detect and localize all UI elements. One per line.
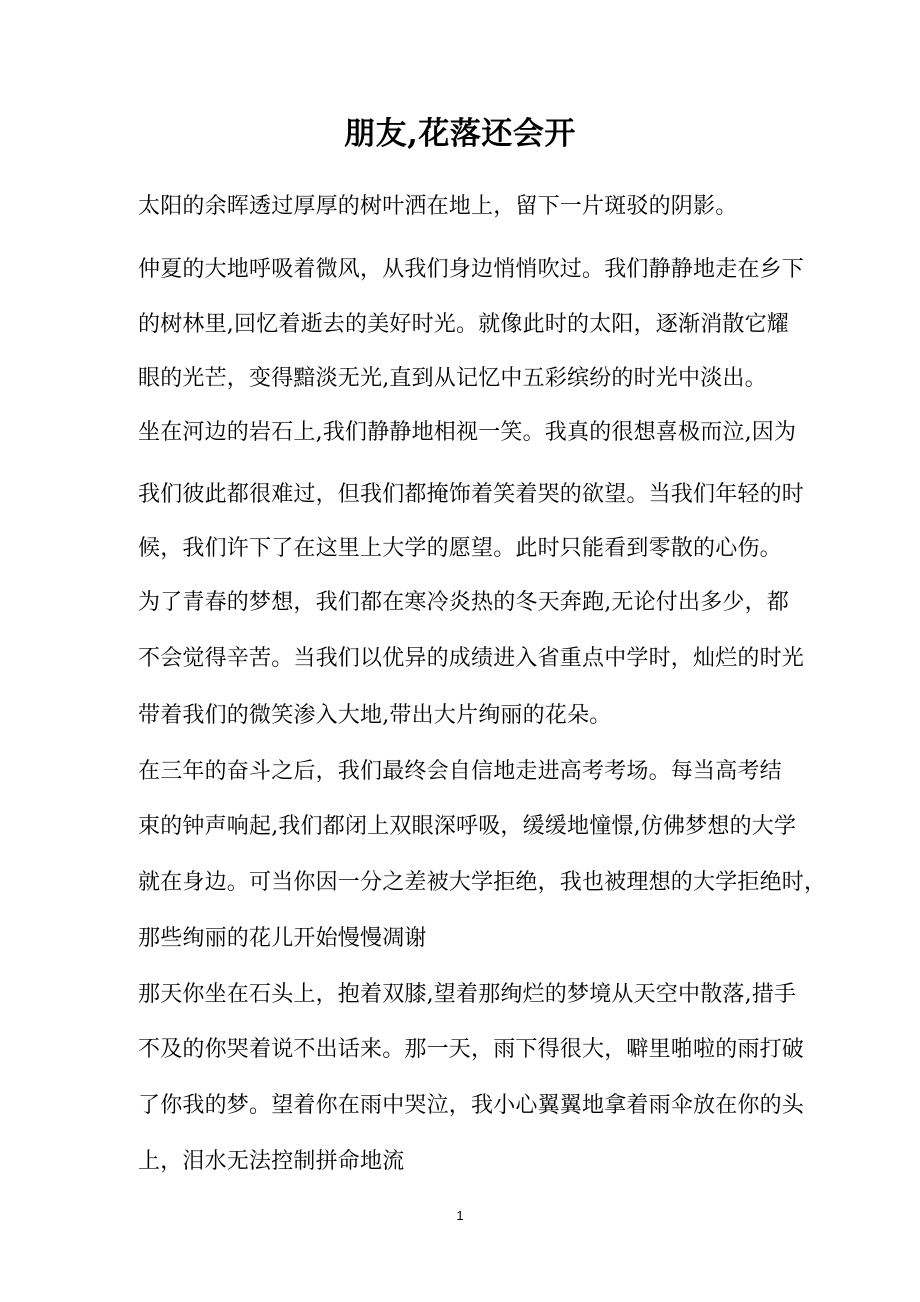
text-line-8: 为了青春的梦想，我们都在寒冷炎热的冬天奔跑,无论付出多少，都 bbox=[138, 590, 789, 615]
text-line-13: 就在身边。可当你因一分之差被大学拒绝，我也被理想的大学拒绝时， bbox=[138, 870, 827, 895]
text-line-18: 上，泪水无法控制拼命地流 bbox=[138, 1149, 405, 1174]
text-line-12: 束的钟声响起,我们都闭上双眼深呼吸，缓缓地憧憬,仿佛梦想的大学 bbox=[138, 814, 797, 839]
text-line-5: 坐在河边的岩石上,我们静静地相视一笑。我真的很想喜极而泣,因为 bbox=[138, 420, 797, 445]
document-title: 朋友,花落还会开 bbox=[344, 116, 576, 152]
text-line-3: 的树林里,回忆着逝去的美好时光。就像此时的太阳，逐渐消散它耀 bbox=[138, 312, 789, 337]
text-line-17: 了你我的梦。望着你在雨中哭泣，我小心翼翼地拿着雨伞放在你的头 bbox=[138, 1093, 805, 1118]
text-line-6: 我们彼此都很难过，但我们都掩饰着笑着哭的欲望。当我们年轻的时 bbox=[138, 482, 805, 507]
text-line-4: 眼的光芒，变得黯淡无光,直到从记忆中五彩缤纷的时光中淡出。 bbox=[138, 366, 767, 391]
page-number: 1 bbox=[456, 1208, 464, 1223]
text-line-14: 那些绚丽的花儿开始慢慢凋谢 bbox=[138, 926, 427, 951]
text-line-9: 不会觉得辛苦。当我们以优异的成绩进入省重点中学时，灿烂的时光 bbox=[138, 646, 805, 671]
text-line-10: 带着我们的微笑渗入大地,带出大片绚丽的花朵。 bbox=[138, 703, 612, 728]
text-line-2: 仲夏的大地呼吸着微风，从我们身边悄悄吹过。我们静静地走在乡下 bbox=[138, 257, 805, 282]
text-line-15: 那天你坐在石头上，抱着双膝,望着那绚烂的梦境从天空中散落,措手 bbox=[138, 982, 797, 1007]
text-line-7: 候，我们许下了在这里上大学的愿望。此时只能看到零散的心伤。 bbox=[138, 536, 782, 561]
text-line-1: 太阳的余晖透过厚厚的树叶洒在地上，留下一片斑驳的阴影。 bbox=[138, 194, 738, 219]
text-line-16: 不及的你哭着说不出话来。那一天，雨下得很大，噼里啪啦的雨打破 bbox=[138, 1037, 805, 1062]
text-line-11: 在三年的奋斗之后，我们最终会自信地走进高考考场。每当高考结 bbox=[138, 759, 782, 784]
